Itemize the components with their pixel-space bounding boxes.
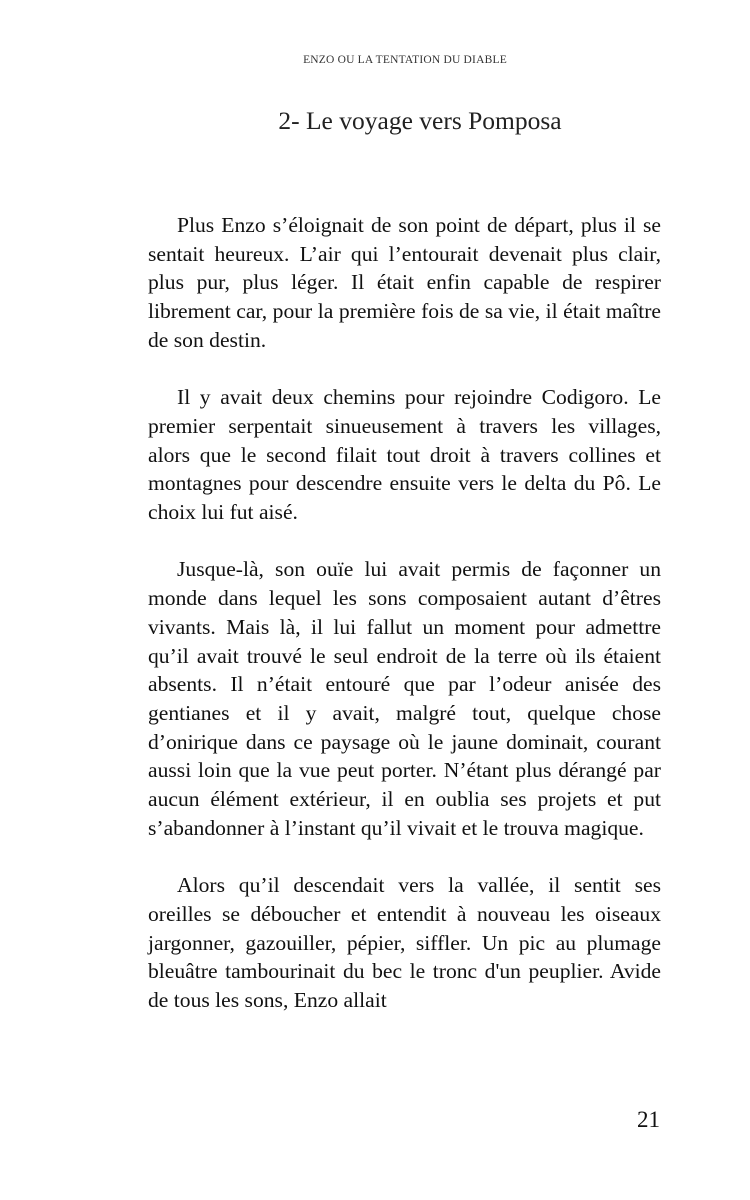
page-number: 21 bbox=[637, 1107, 660, 1132]
paragraph: Plus Enzo s’éloignait de son point de départ, plus il se sentait heureux. L’air qui l’entourait devenait plus clair, plus pur, plus léger. Il était enfin capable de respirer librement car, pour la première fois de sa vie, il était maître de son destin. bbox=[148, 213, 661, 352]
paragraph: Jusque-là, son ouïe lui avait permis de façonner un monde dans lequel les sons composaient autant d’êtres vivants. Mais là, il lui fallut un moment pour admettre qu’il avait trouvé le seul endroit de la terre où ils étaient absents. Il n’était entouré que par l’odeur anisée des gentianes et il y avait, malgré tout, quelque chose d’onirique dans ce paysage où le jaune dominait, courant aussi loin que la vue peut porter. N’étant plus dérangé par aucun élément extérieur, il en oublia ses projets et put s’abandonner à l’instant qu’il vivait et le trouva magique. bbox=[148, 557, 661, 840]
body-text bbox=[148, 211, 661, 1015]
paragraph: Il y avait deux chemins pour rejoindre Codigoro. Le premier serpentait sinueusement à travers les villages, alors que le second filait tout droit à travers collines et montagnes pour descendre ensuite vers le delta du Pô. Le choix lui fut aisé. bbox=[148, 385, 661, 525]
paragraph: Alors qu’il descendait vers la vallée, il sentit ses oreilles se déboucher et entendit à nouveau les oiseaux jargonner, gazouiller, pépier, siffler. Un pic au plumage bleuâtre tambourinait du bec le tronc d'un peuplier. Avide de tous les sons, Enzo allait bbox=[148, 873, 661, 1012]
chapter-title: 2- Le voyage vers Pomposa bbox=[278, 106, 562, 135]
running-head: ENZO OU LA TENTATION DU DIABLE bbox=[303, 54, 507, 66]
